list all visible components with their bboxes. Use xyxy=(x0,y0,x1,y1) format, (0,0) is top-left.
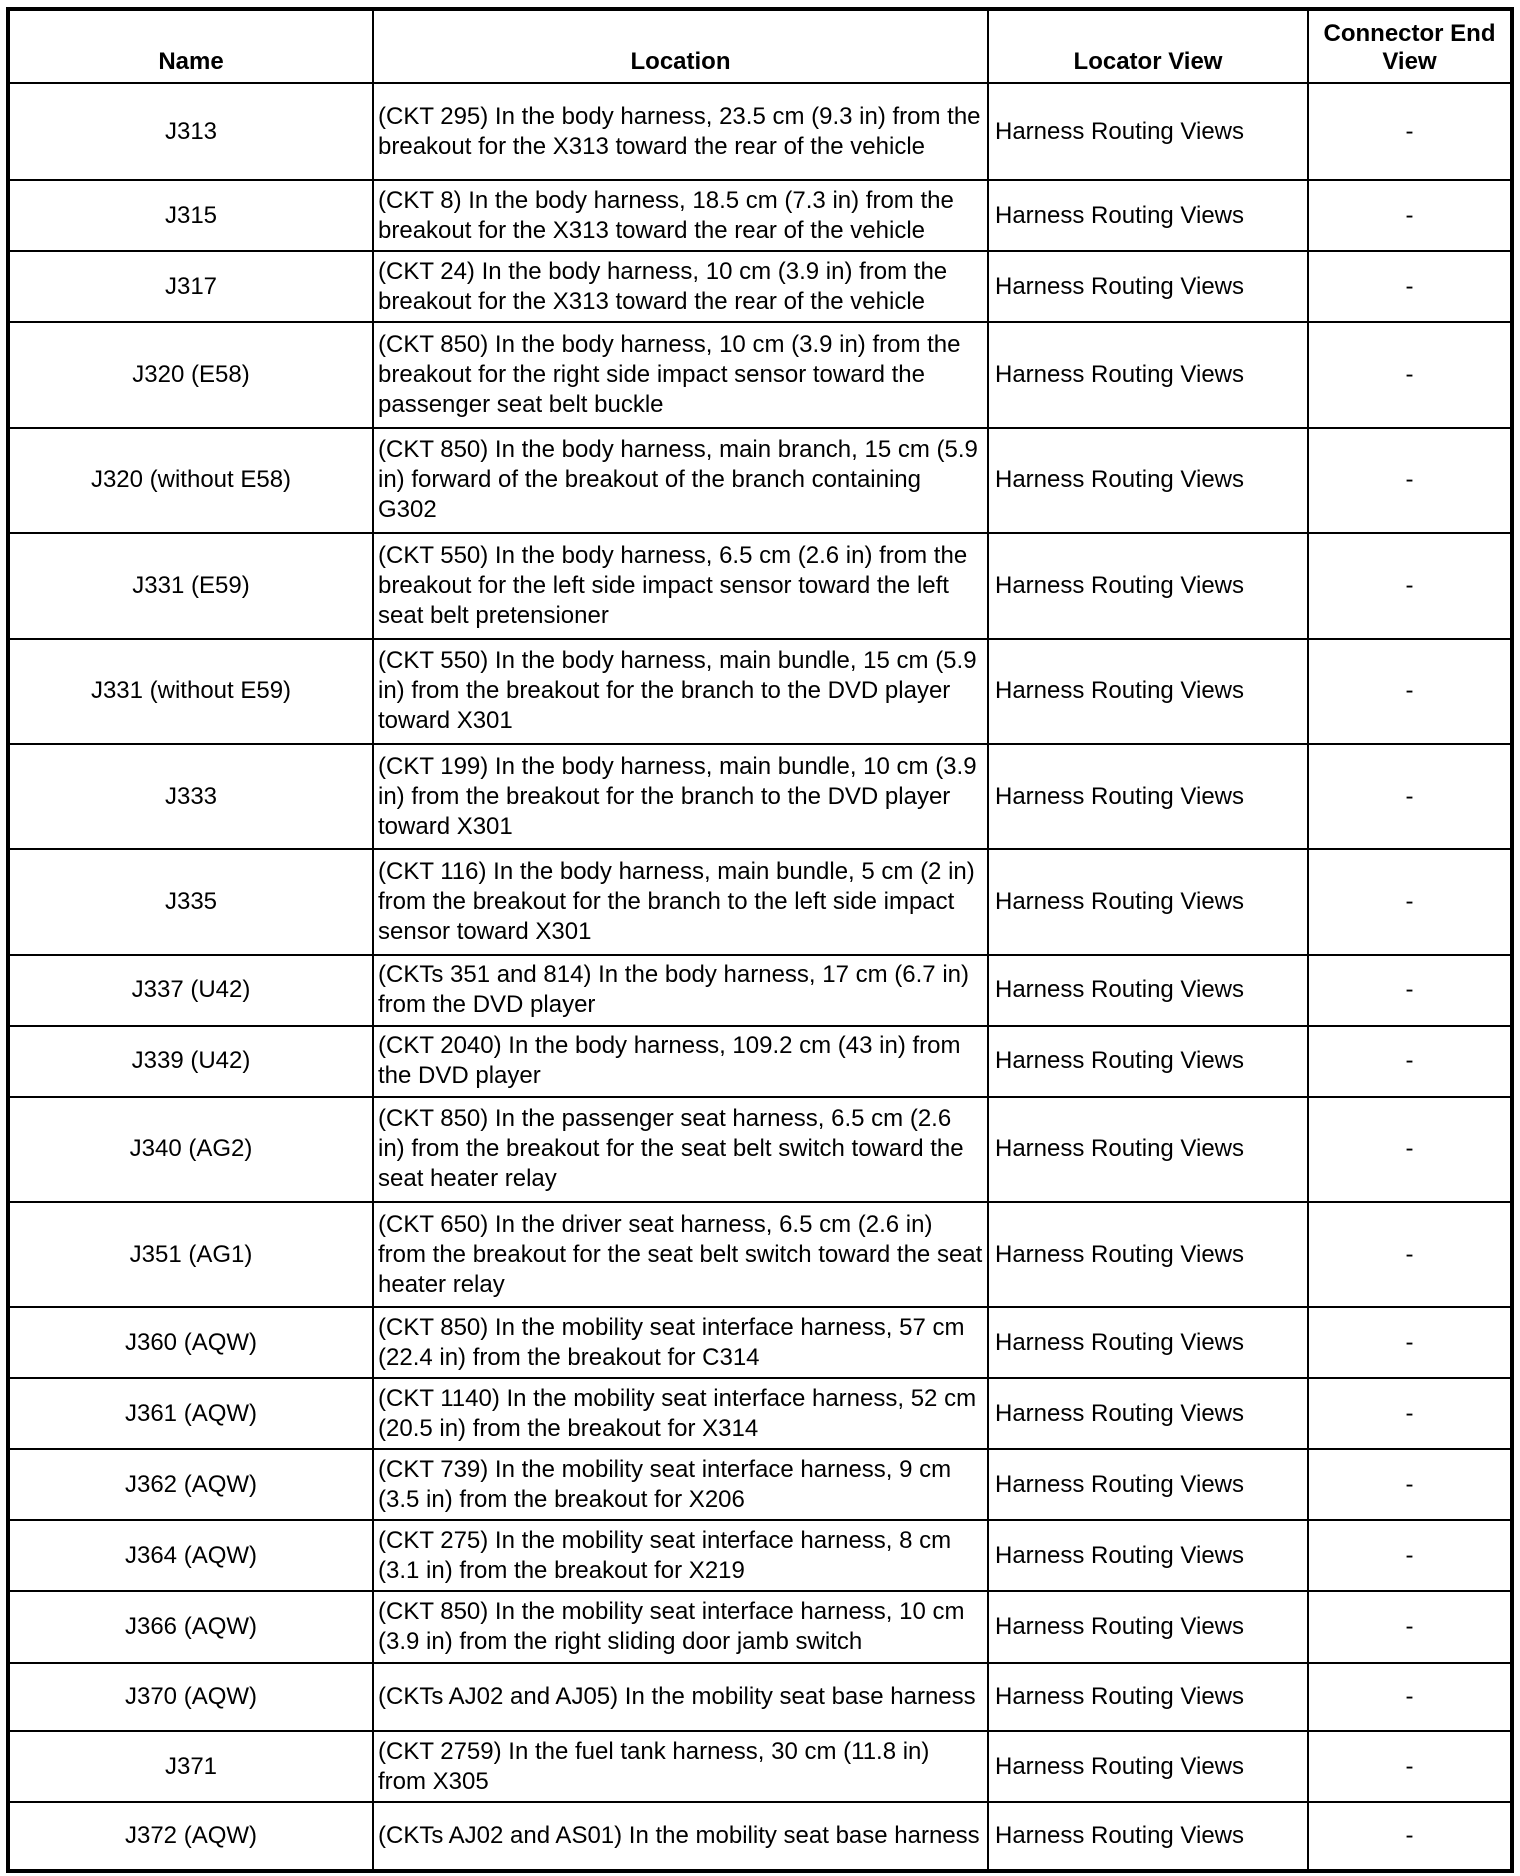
cell-locator-view: Harness Routing Views xyxy=(988,1026,1308,1097)
table-row xyxy=(8,744,1512,849)
header-name: Name xyxy=(8,9,373,83)
cell-location: (CKT 650) In the driver seat harness, 6.5 cm (2.6 in) from the breakout for the seat belt switch toward the seat heater relay xyxy=(373,1202,988,1307)
cell-location: (CKT 850) In the passenger seat harness, 6.5 cm (2.6 in) from the breakout for the seat belt switch toward the seat heater relay xyxy=(373,1097,988,1202)
cell-connector-end-view: - xyxy=(1308,1378,1512,1449)
cell-location: (CKT 199) In the body harness, main bundle, 10 cm (3.9 in) from the breakout for the branch to the DVD player toward X301 xyxy=(373,744,988,849)
cell-location: (CKTs 351 and 814) In the body harness, 17 cm (6.7 in) from the DVD player xyxy=(373,955,988,1026)
cell-location: (CKTs AJ02 and AS01) In the mobility seat base harness xyxy=(373,1802,988,1871)
header-row xyxy=(8,9,1512,83)
cell-connector-end-view: - xyxy=(1308,1026,1512,1097)
table-row xyxy=(8,849,1512,954)
table-header xyxy=(8,9,1512,83)
cell-name: J372 (AQW) xyxy=(8,1802,373,1871)
table-row xyxy=(8,83,1512,180)
cell-locator-view: Harness Routing Views xyxy=(988,322,1308,427)
cell-locator-view: Harness Routing Views xyxy=(988,849,1308,954)
cell-locator-view: Harness Routing Views xyxy=(988,428,1308,533)
cell-connector-end-view: - xyxy=(1308,849,1512,954)
cell-connector-end-view: - xyxy=(1308,1307,1512,1378)
cell-location: (CKT 1140) In the mobility seat interface harness, 52 cm (20.5 in) from the breakout for X314 xyxy=(373,1378,988,1449)
cell-connector-end-view: - xyxy=(1308,322,1512,427)
cell-location: (CKT 850) In the body harness, 10 cm (3.9 in) from the breakout for the right side impact sensor toward the passenger seat belt buckle xyxy=(373,322,988,427)
table-row xyxy=(8,1520,1512,1591)
table-row xyxy=(8,1202,1512,1307)
table-row xyxy=(8,1731,1512,1802)
cell-location: (CKT 295) In the body harness, 23.5 cm (9.3 in) from the breakout for the X313 toward the rear of the vehicle xyxy=(373,83,988,180)
cell-location: (CKT 550) In the body harness, 6.5 cm (2.6 in) from the breakout for the left side impact sensor toward the left seat belt pretensioner xyxy=(373,533,988,638)
cell-location: (CKT 850) In the mobility seat interface harness, 57 cm (22.4 in) from the breakout for C314 xyxy=(373,1307,988,1378)
cell-connector-end-view: - xyxy=(1308,1663,1512,1732)
cell-locator-view: Harness Routing Views xyxy=(988,180,1308,251)
header-locator-view: Locator View xyxy=(988,9,1308,83)
cell-name: J370 (AQW) xyxy=(8,1663,373,1732)
table-row xyxy=(8,533,1512,638)
table-row xyxy=(8,1591,1512,1662)
cell-locator-view: Harness Routing Views xyxy=(988,251,1308,322)
cell-location: (CKT 2040) In the body harness, 109.2 cm (43 in) from the DVD player xyxy=(373,1026,988,1097)
cell-name: J315 xyxy=(8,180,373,251)
cell-locator-view: Harness Routing Views xyxy=(988,1731,1308,1802)
cell-name: J335 xyxy=(8,849,373,954)
cell-name: J360 (AQW) xyxy=(8,1307,373,1378)
cell-name: J340 (AG2) xyxy=(8,1097,373,1202)
table-row xyxy=(8,1663,1512,1732)
cell-connector-end-view: - xyxy=(1308,180,1512,251)
cell-location: (CKT 550) In the body harness, main bundle, 15 cm (5.9 in) from the breakout for the branch to the DVD player toward X301 xyxy=(373,639,988,744)
cell-locator-view: Harness Routing Views xyxy=(988,1802,1308,1871)
cell-name: J333 xyxy=(8,744,373,849)
table-row xyxy=(8,1026,1512,1097)
cell-locator-view: Harness Routing Views xyxy=(988,639,1308,744)
cell-name: J320 (without E58) xyxy=(8,428,373,533)
table-row xyxy=(8,1097,1512,1202)
cell-name: J366 (AQW) xyxy=(8,1591,373,1662)
cell-locator-view: Harness Routing Views xyxy=(988,1097,1308,1202)
cell-connector-end-view: - xyxy=(1308,1449,1512,1520)
table-row xyxy=(8,428,1512,533)
table-row xyxy=(8,1449,1512,1520)
cell-name: J337 (U42) xyxy=(8,955,373,1026)
cell-locator-view: Harness Routing Views xyxy=(988,1591,1308,1662)
cell-connector-end-view: - xyxy=(1308,251,1512,322)
cell-connector-end-view: - xyxy=(1308,83,1512,180)
cell-location: (CKT 850) In the body harness, main branch, 15 cm (5.9 in) forward of the breakout of the branch containing G302 xyxy=(373,428,988,533)
table-row xyxy=(8,1802,1512,1871)
cell-name: J361 (AQW) xyxy=(8,1378,373,1449)
table-row xyxy=(8,251,1512,322)
cell-name: J331 (without E59) xyxy=(8,639,373,744)
cell-locator-view: Harness Routing Views xyxy=(988,1378,1308,1449)
cell-location: (CKT 8) In the body harness, 18.5 cm (7.3 in) from the breakout for the X313 toward the rear of the vehicle xyxy=(373,180,988,251)
cell-location: (CKTs AJ02 and AJ05) In the mobility seat base harness xyxy=(373,1663,988,1732)
cell-connector-end-view: - xyxy=(1308,1520,1512,1591)
cell-connector-end-view: - xyxy=(1308,1802,1512,1871)
cell-location: (CKT 2759) In the fuel tank harness, 30 cm (11.8 in) from X305 xyxy=(373,1731,988,1802)
cell-connector-end-view: - xyxy=(1308,533,1512,638)
table-body xyxy=(8,83,1512,1871)
cell-location: (CKT 850) In the mobility seat interface harness, 10 cm (3.9 in) from the right sliding door jamb switch xyxy=(373,1591,988,1662)
cell-name: J320 (E58) xyxy=(8,322,373,427)
cell-name: J371 xyxy=(8,1731,373,1802)
cell-locator-view: Harness Routing Views xyxy=(988,1520,1308,1591)
table-row xyxy=(8,322,1512,427)
cell-location: (CKT 739) In the mobility seat interface harness, 9 cm (3.5 in) from the breakout for X206 xyxy=(373,1449,988,1520)
cell-locator-view: Harness Routing Views xyxy=(988,744,1308,849)
cell-connector-end-view: - xyxy=(1308,428,1512,533)
cell-location: (CKT 116) In the body harness, main bundle, 5 cm (2 in) from the breakout for the branch to the left side impact sensor toward X301 xyxy=(373,849,988,954)
cell-connector-end-view: - xyxy=(1308,1202,1512,1307)
header-location: Location xyxy=(373,9,988,83)
cell-name: J364 (AQW) xyxy=(8,1520,373,1591)
cell-location: (CKT 275) In the mobility seat interface harness, 8 cm (3.1 in) from the breakout for X219 xyxy=(373,1520,988,1591)
cell-locator-view: Harness Routing Views xyxy=(988,1663,1308,1732)
header-connector-end-view: Connector End View xyxy=(1308,9,1512,83)
cell-locator-view: Harness Routing Views xyxy=(988,83,1308,180)
cell-locator-view: Harness Routing Views xyxy=(988,1202,1308,1307)
cell-connector-end-view: - xyxy=(1308,1591,1512,1662)
table-row xyxy=(8,955,1512,1026)
cell-locator-view: Harness Routing Views xyxy=(988,1449,1308,1520)
cell-name: J317 xyxy=(8,251,373,322)
table-row xyxy=(8,180,1512,251)
cell-name: J339 (U42) xyxy=(8,1026,373,1097)
cell-location: (CKT 24) In the body harness, 10 cm (3.9 in) from the breakout for the X313 toward the rear of the vehicle xyxy=(373,251,988,322)
cell-connector-end-view: - xyxy=(1308,955,1512,1026)
table-row xyxy=(8,1307,1512,1378)
cell-locator-view: Harness Routing Views xyxy=(988,1307,1308,1378)
table-row xyxy=(8,1378,1512,1449)
cell-connector-end-view: - xyxy=(1308,1731,1512,1802)
cell-connector-end-view: - xyxy=(1308,1097,1512,1202)
table-row xyxy=(8,639,1512,744)
cell-name: J313 xyxy=(8,83,373,180)
cell-locator-view: Harness Routing Views xyxy=(988,955,1308,1026)
splice-location-table xyxy=(6,7,1514,1873)
cell-name: J331 (E59) xyxy=(8,533,373,638)
cell-connector-end-view: - xyxy=(1308,639,1512,744)
cell-name: J362 (AQW) xyxy=(8,1449,373,1520)
cell-connector-end-view: - xyxy=(1308,744,1512,849)
cell-locator-view: Harness Routing Views xyxy=(988,533,1308,638)
cell-name: J351 (AG1) xyxy=(8,1202,373,1307)
